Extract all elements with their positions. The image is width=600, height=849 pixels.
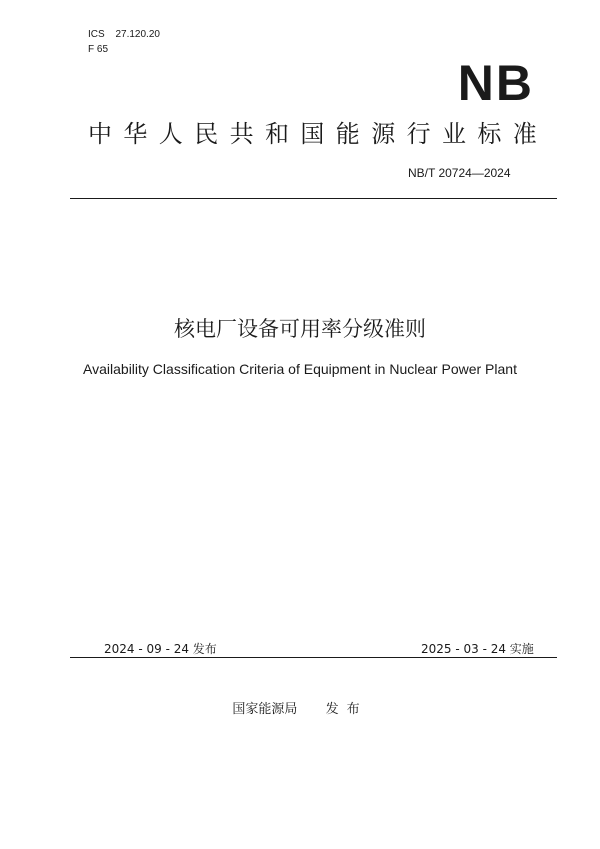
standard-mark-logo: NB [457, 55, 534, 111]
ics-label: ICS [88, 29, 105, 40]
bottom-divider [70, 657, 557, 658]
ics-classification [88, 29, 160, 40]
issuer-line [0, 698, 600, 717]
clc-code: F 65 [88, 44, 109, 55]
issuer-organization: 国家能源局 [232, 702, 298, 717]
document-title-chinese: 核电厂设备可用率分级准则 [174, 317, 426, 341]
issue-date: 2024 - 09 - 24 发布 [104, 642, 217, 656]
standard-number: NB/T 20724—2024 [408, 166, 511, 180]
implementation-date: 2025 - 03 - 24 实施 [421, 642, 534, 656]
ics-code: 27.120.20 [115, 29, 160, 40]
document-title-english: Availability Classification Criteria of Equipment in Nuclear Power Plant [83, 361, 517, 377]
issuer-action: 发布 [325, 702, 368, 717]
top-divider [70, 198, 557, 199]
standard-type-heading: 中华人民共和国能源行业标准 [88, 120, 549, 148]
